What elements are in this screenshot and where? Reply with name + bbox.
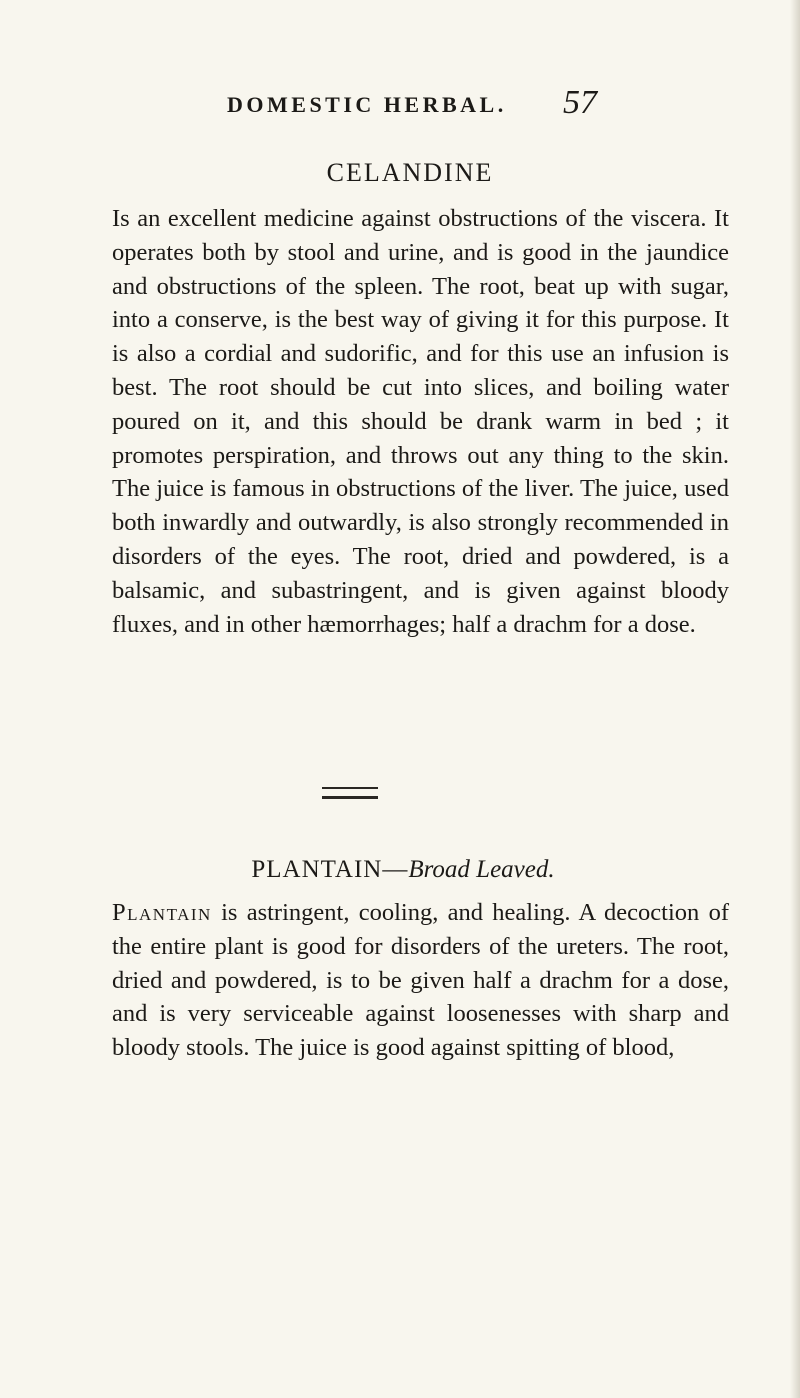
- paragraph-celandine: Is an excellent medicine against obstructions of the viscera. It operates both by stool and urine, and is good in the jaundice and obstructions of the spleen. The root, beat up with sugar, into a conserve, is the best way of giving it for this purpose. It is also a cordial and sudorific, and for this use an infusion is best. The root should be cut into slices, and boiling water poured on it, and this should be drank warm in bed ; it promotes perspiration, and throws out any thing to the skin. The juice is famous in obstructions of the liver. The juice, used both inwardly and outwardly, is also strongly recommended in disorders of the eyes. The root, dried and powdered, is a balsamic, and subastringent, and is given against bloody fluxes, and in other hæmorrhages; half a drachm for a dose.: [112, 205, 729, 638]
- paragraph-plantain: [112, 896, 729, 1065]
- running-title: DOMESTIC HERBAL.: [227, 92, 507, 117]
- section-heading-celandine: CELANDINE: [326, 158, 494, 187]
- section-divider-thin: [322, 787, 378, 789]
- page-edge-shadow: [790, 0, 800, 1398]
- plantain-heading-main: PLANTAIN—: [251, 856, 409, 883]
- plantain-body: is astringent, cooling, and healing. A decoction of the entire plant is good for disorders of the ureters. The root, dried and powdered, is to be given half a drachm for a dose, and is very serviceable against loosenesses with sharp and bloody stools. The juice is good against spitting of blood,: [112, 899, 729, 1062]
- plantain-lead-word: Plantain: [112, 899, 212, 926]
- section-divider-thick: [322, 796, 378, 799]
- plantain-heading-subtitle: Broad Leaved.: [408, 856, 555, 883]
- running-head: [227, 86, 627, 126]
- section-heading-plantain: [0, 856, 800, 884]
- page-number: 57: [563, 84, 597, 121]
